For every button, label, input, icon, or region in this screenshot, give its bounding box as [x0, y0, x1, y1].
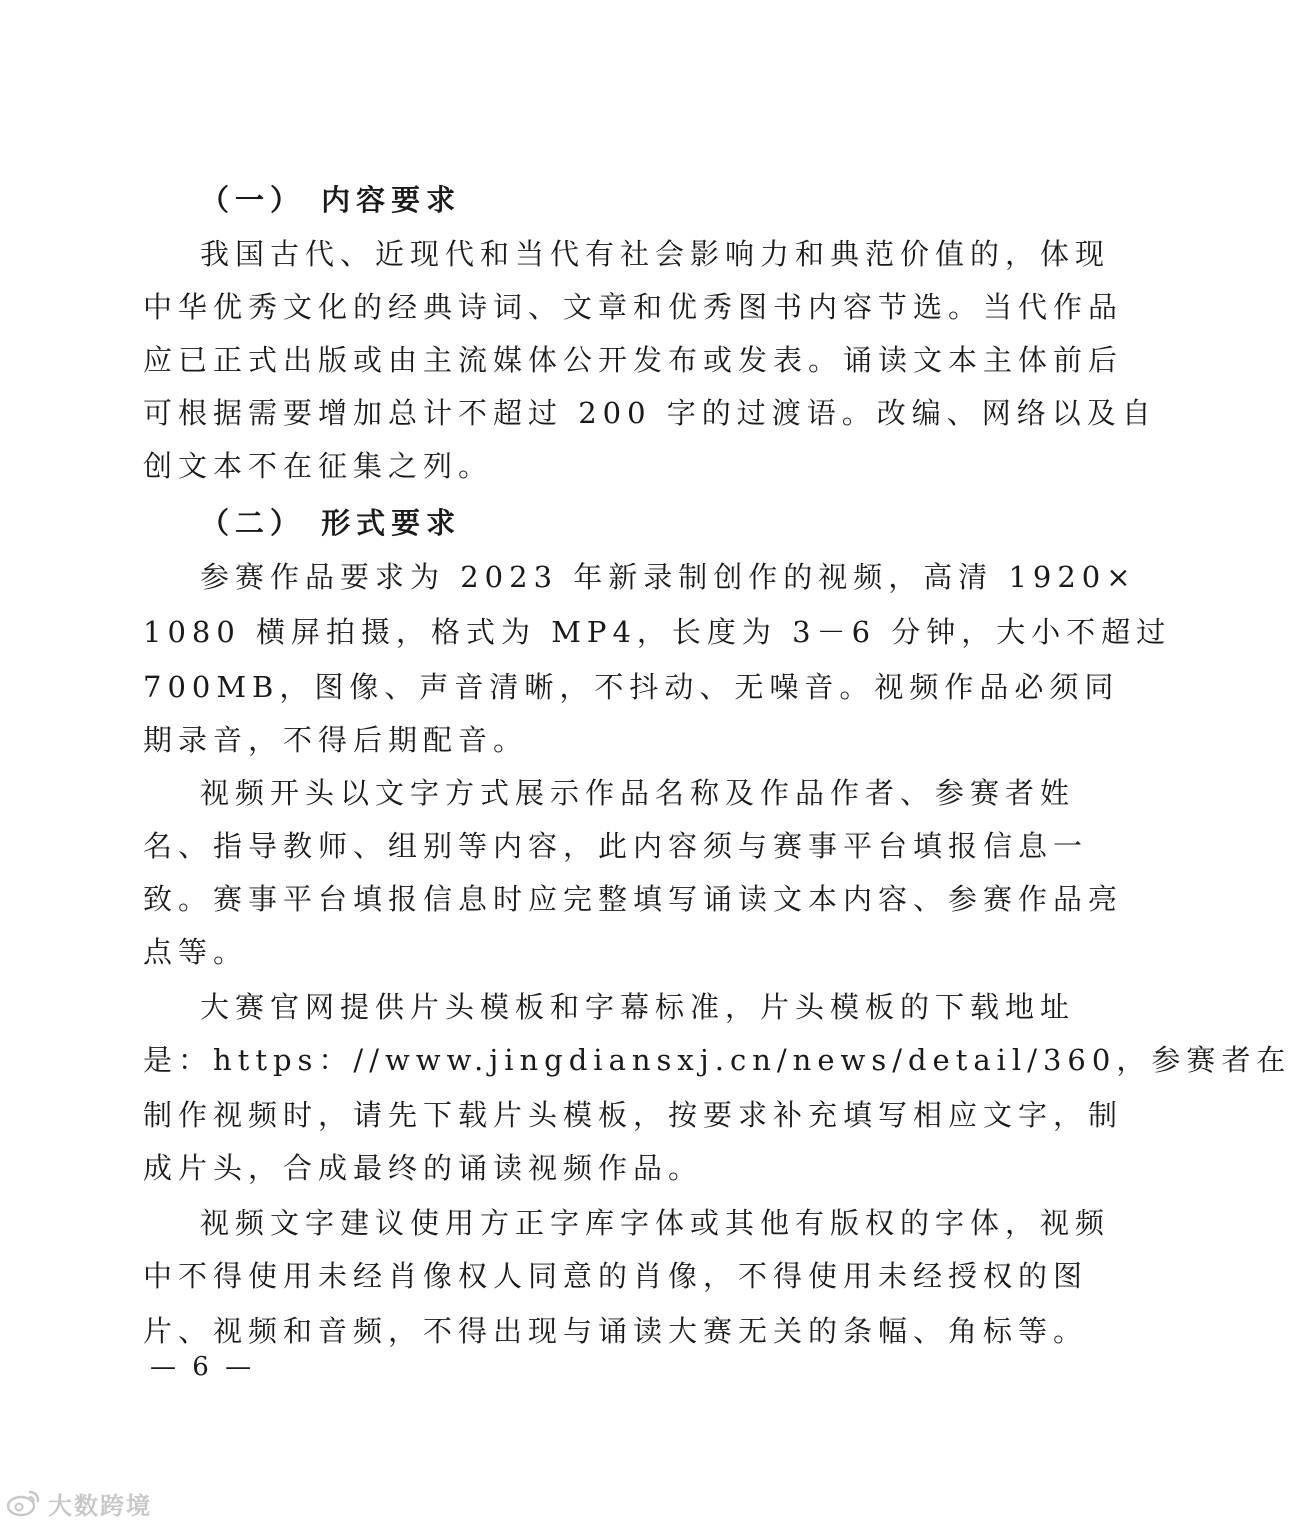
paragraph-line: 点等。 [143, 935, 249, 969]
page-number: — 6 — [150, 1352, 256, 1382]
paragraph-line-url: 是：https：//www.jingdiansxj.cn/news/detail/360，参赛者在 [143, 1043, 1291, 1077]
watermark-text: 大数跨境 [48, 1491, 152, 1520]
paragraph-line: 片、视频和音频，不得出现与诵读大赛无关的条幅、角标等。 [143, 1314, 1089, 1348]
paragraph-line: 1080 横屏拍摄，格式为 MP4，长度为 3－6 分钟，大小不超过 [143, 615, 1172, 649]
paragraph-line: 中华优秀文化的经典诗词、文章和优秀图书内容节选。当代作品 [143, 290, 1124, 324]
weibo-logo-icon [6, 1488, 42, 1518]
paragraph-line: 可根据需要增加总计不超过 200 字的过渡语。改编、网络以及自 [143, 396, 1157, 430]
paragraph-line: 视频开头以文字方式展示作品名称及作品作者、参赛者姓 [200, 776, 1076, 810]
paragraph-line: 大赛官网提供片头模板和字幕标准，片头模板的下载地址 [200, 990, 1076, 1024]
paragraph-line: 制作视频时，请先下载片头模板，按要求补充填写相应文字，制 [143, 1098, 1124, 1132]
paragraph-line: 我国古代、近现代和当代有社会影响力和典范价值的，体现 [200, 237, 1111, 271]
paragraph-line: 期录音，不得后期配音。 [143, 723, 529, 757]
paragraph-line: 视频文字建议使用方正字库字体或其他有版权的字体，视频 [200, 1206, 1111, 1240]
paragraph-line: 致。赛事平台填报信息时应完整填写诵读文本内容、参赛作品亮 [143, 882, 1124, 916]
paragraph-line: 创文本不在征集之列。 [143, 449, 494, 483]
paragraph-line: 名、指导教师、组别等内容，此内容须与赛事平台填报信息一 [143, 829, 1089, 863]
watermark [6, 1483, 206, 1523]
paragraph-line: 成片头，合成最终的诵读视频作品。 [143, 1151, 704, 1185]
paragraph-line: 参赛作品要求为 2023 年新录制创作的视频，高清 1920× [200, 560, 1137, 594]
section-heading-format: （二） 形式要求 [200, 506, 462, 540]
section-heading-content: （一） 内容要求 [200, 183, 462, 217]
paragraph-line: 700MB，图像、声音清晰，不抖动、无噪音。视频作品必须同 [143, 670, 1120, 704]
paragraph-line: 中不得使用未经肖像权人同意的肖像，不得使用未经授权的图 [143, 1259, 1089, 1293]
paragraph-line: 应已正式出版或由主流媒体公开发布或发表。诵读文本主体前后 [143, 343, 1124, 377]
